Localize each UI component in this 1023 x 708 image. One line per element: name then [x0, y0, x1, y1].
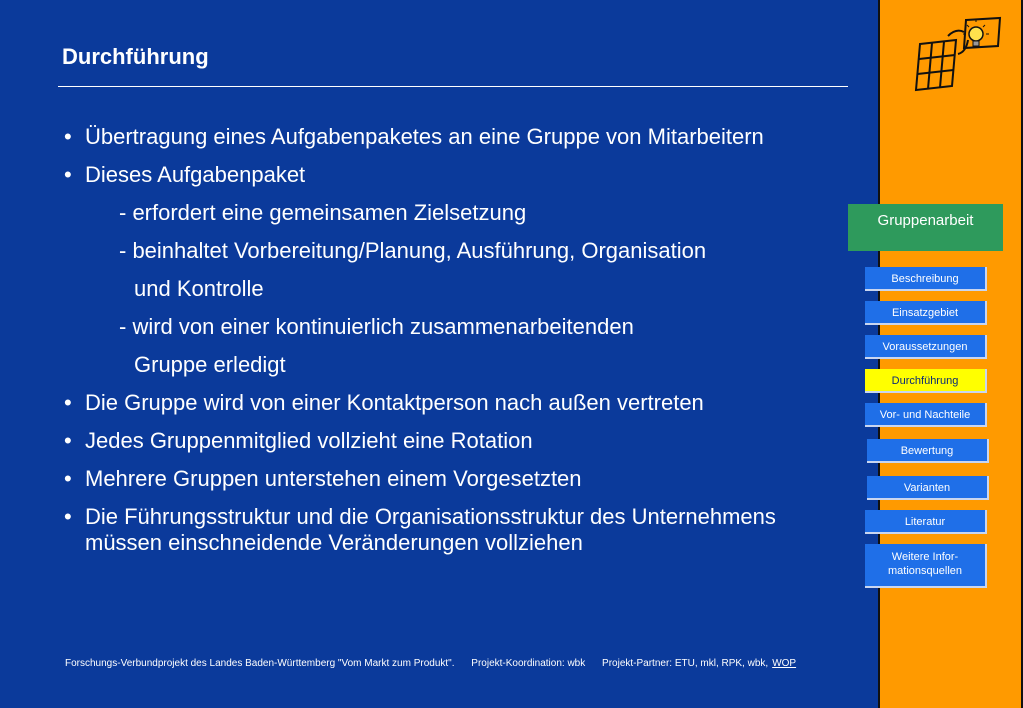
- footer: [65, 658, 796, 669]
- nav-button-beschreibung[interactable]: Beschreibung: [865, 267, 987, 291]
- sub-bullet-item: - erfordert eine gemeinsamen Zielsetzung: [119, 200, 527, 225]
- nav-button-bewertung[interactable]: Bewertung: [867, 439, 989, 463]
- bullet-list: [62, 124, 842, 568]
- footer-coordination: Projekt-Koordination: wbk: [471, 658, 586, 669]
- bullet-dot: •: [64, 390, 72, 415]
- bullet-text: Jedes Gruppenmitglied vollzieht eine Rotation: [85, 428, 533, 453]
- bullet-item: [62, 124, 842, 150]
- nav-button-literatur[interactable]: Literatur: [865, 510, 987, 534]
- bullet-item: [62, 162, 842, 188]
- bullet-dot: •: [64, 466, 72, 491]
- nav-button-weitere-infor-mationsquellen[interactable]: Weitere Infor- mationsquellen: [865, 544, 987, 588]
- bullet-item: [62, 390, 842, 416]
- page-title: Durchführung: [62, 44, 209, 69]
- bullet-text: Dieses Aufgabenpaket: [85, 162, 306, 187]
- bullet-item: [62, 466, 842, 492]
- bullet-text: Die Führungsstruktur und die Organisationsstruktur des Unternehmens müssen einschneidende Veränderungen vollziehen: [85, 504, 776, 555]
- footer-partners: Projekt-Partner: ETU, mkl, RPK, wbk,: [602, 658, 769, 669]
- bullet-dot: •: [64, 124, 72, 149]
- sub-bullet-item: und Kontrolle: [134, 276, 264, 301]
- sub-bullet-item: - beinhaltet Vorbereitung/Planung, Ausführung, Organisation: [119, 238, 707, 263]
- section-label: Gruppenarbeit: [848, 204, 1003, 251]
- footer-wop-link[interactable]: WOP: [772, 658, 797, 669]
- bullet-dot: •: [64, 428, 72, 453]
- bullet-dot: •: [64, 162, 72, 187]
- sub-bullet-item: - wird von einer kontinuierlich zusammenarbeitenden: [119, 314, 634, 339]
- bullet-text: Mehrere Gruppen unterstehen einem Vorgesetzten: [85, 466, 582, 491]
- bullet-text: Übertragung eines Aufgabenpaketes an eine Gruppe von Mitarbeitern: [85, 124, 764, 149]
- title-divider: [58, 86, 848, 87]
- bullet-item: [62, 504, 842, 556]
- nav-button-varianten[interactable]: Varianten: [867, 476, 989, 500]
- footer-project: Forschungs-Verbundprojekt des Landes Baden-Württemberg "Vom Markt zum Produkt".: [65, 658, 455, 669]
- sub-bullet-item: Gruppe erledigt: [134, 352, 286, 377]
- nav-button-einsatzgebiet[interactable]: Einsatzgebiet: [865, 301, 987, 325]
- nav-button-vor-und-nachteile[interactable]: Vor- und Nachteile: [865, 403, 987, 427]
- bullet-text: Die Gruppe wird von einer Kontaktperson nach außen vertreten: [85, 390, 704, 415]
- nav-button-voraussetzungen[interactable]: Voraussetzungen: [865, 335, 987, 359]
- bullet-dot: •: [64, 504, 72, 529]
- nav-button-durchführung[interactable]: Durchführung: [865, 369, 987, 393]
- grid-lightbulb-logo-icon: [898, 14, 1008, 94]
- bullet-item: [62, 428, 842, 454]
